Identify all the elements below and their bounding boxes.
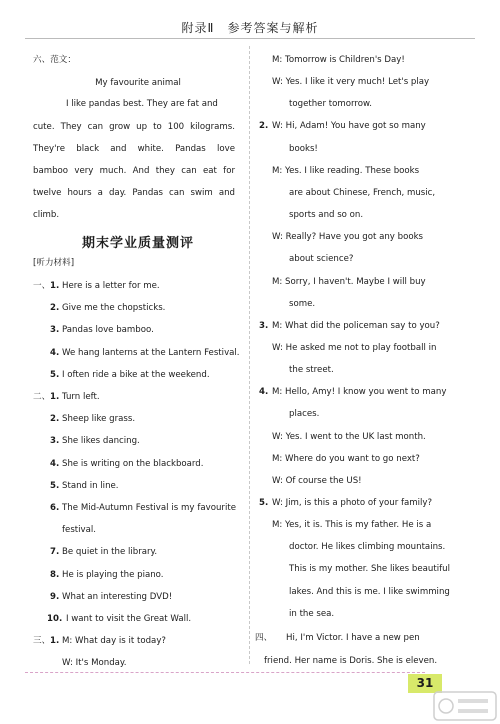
- dialogue-line: W: Jim, is this a photo of your family?: [272, 498, 433, 508]
- listening-sentence: M: What day is it today?: [62, 636, 166, 647]
- dialogue-line: together tomorrow.: [289, 99, 372, 110]
- item-number: 7.: [50, 547, 60, 558]
- dialogue-line: M: Yes. I like reading. These books: [272, 165, 420, 176]
- item-number: 6.: [50, 503, 60, 513]
- item-number: 1.: [50, 636, 60, 647]
- essay-line: twelve hours a day. Pandas can swim and: [33, 188, 235, 198]
- item-number: 5.: [50, 369, 60, 380]
- item-number: 9.: [50, 591, 60, 602]
- item-number: 3.: [259, 320, 269, 331]
- header-rule: [25, 38, 475, 39]
- listening-sentence: She is writing on the blackboard.: [62, 458, 204, 469]
- listening-sentence: Pandas love bamboo.: [62, 325, 154, 336]
- essay-line: bamboo very much. And they can eat for: [33, 166, 235, 176]
- section-prefix: 三、: [33, 636, 51, 647]
- essay-title: My favourite animal: [95, 78, 181, 88]
- dialogue-line: in the sea.: [289, 608, 335, 619]
- dialogue-line: This is my mother. She likes beautiful: [289, 564, 450, 575]
- dialogue-line: W: Hi, Adam! You have got so many: [272, 121, 426, 132]
- listening-sentence: He is playing the piano.: [62, 569, 164, 580]
- listening-sentence: Sheep like grass.: [62, 414, 136, 425]
- dialogue-line: M: Where do you want to go next?: [272, 453, 420, 464]
- item-number: 4.: [50, 347, 60, 358]
- dialogue-line: about science?: [289, 254, 354, 265]
- item-number: 3.: [50, 436, 60, 447]
- section-four-label: 四、: [255, 633, 273, 643]
- section-four-line: friend. Her name is Doris. She is eleven.: [264, 656, 438, 666]
- dialogue-line: W: Of course the US!: [272, 475, 362, 486]
- dialogue-line: sports and so on.: [289, 210, 364, 221]
- watermark-logo: [432, 690, 498, 722]
- listening-sentence: I want to visit the Great Wall.: [66, 614, 192, 624]
- section-prefix: 二、: [33, 392, 51, 402]
- listening-sentence: Stand in line.: [62, 480, 119, 491]
- item-number: 2.: [259, 121, 269, 132]
- dialogue-line: the street.: [289, 365, 334, 376]
- item-number: 5.: [259, 498, 269, 508]
- running-header: 附录Ⅱ 参考答案与解析: [181, 21, 319, 35]
- dialogue-line: M: Sorry, I haven't. Maybe I will buy: [272, 276, 426, 287]
- item-number: 2.: [50, 414, 60, 425]
- section-title: 期末学业质量测评: [81, 236, 194, 251]
- item-number: 4.: [259, 387, 269, 398]
- dialogue-line: places.: [289, 409, 320, 420]
- item-number: 5.: [50, 480, 60, 491]
- listening-sentence: Give me the chopsticks.: [62, 303, 166, 314]
- item-number: 2.: [50, 303, 60, 314]
- listening-sentence: The Mid-Autumn Festival is my favourite: [62, 503, 236, 513]
- footer-rule: [25, 672, 425, 673]
- listening-sentence: festival.: [62, 525, 97, 536]
- dialogue-line: M: What did the policeman say to you?: [272, 320, 440, 331]
- item-number: 8.: [50, 569, 60, 580]
- listening-sentence: I often ride a bike at the weekend.: [62, 369, 210, 380]
- item-number: 1.: [50, 392, 60, 402]
- listening-sentence: Be quiet in the library.: [62, 547, 158, 558]
- section-four-line: Hi, I'm Victor. I have a new pen: [286, 633, 420, 643]
- essay-heading: 六、范文：: [33, 55, 76, 65]
- dialogue-line: doctor. He likes climbing mountains.: [289, 542, 446, 553]
- listening-sentence: She likes dancing.: [62, 436, 140, 447]
- column-divider: [249, 46, 250, 664]
- item-number: 3.: [50, 325, 60, 336]
- listening-sentence: Here is a letter for me.: [62, 281, 160, 291]
- essay-line: cute. They can grow up to 100 kilograms.: [33, 122, 235, 132]
- item-number: 4.: [50, 458, 60, 469]
- item-number: 1.: [50, 281, 60, 291]
- dialogue-line: M: Tomorrow is Children's Day!: [272, 55, 405, 65]
- dialogue-line: books!: [289, 143, 318, 154]
- dialogue-line: lakes. And this is me. I like swimming: [289, 586, 450, 597]
- listening-sentence: W: It's Monday.: [62, 658, 127, 669]
- listening-label: [听力材料]: [33, 258, 75, 268]
- dialogue-line: M: Hello, Amy! I know you went to many: [272, 387, 447, 398]
- essay-line: I like pandas best. They are fat and: [66, 99, 218, 109]
- section-prefix: 一、: [33, 281, 51, 291]
- listening-sentence: Turn left.: [62, 392, 100, 402]
- page-number: 31: [408, 674, 442, 693]
- dialogue-line: W: He asked me not to play football in: [272, 342, 437, 353]
- dialogue-line: W: Really? Have you got any books: [272, 232, 424, 243]
- dialogue-line: some.: [289, 298, 316, 309]
- essay-line: They're black and white. Pandas love: [33, 144, 235, 154]
- essay-line: climb.: [33, 210, 60, 220]
- dialogue-line: are about Chinese, French, music,: [289, 187, 436, 198]
- dialogue-line: M: Yes, it is. This is my father. He is a: [272, 520, 432, 531]
- dialogue-line: W: Yes. I like it very much! Let's play: [272, 77, 430, 88]
- listening-sentence: We hang lanterns at the Lantern Festival.: [62, 347, 240, 358]
- item-number: 10.: [47, 614, 63, 624]
- listening-sentence: What an interesting DVD!: [62, 591, 173, 602]
- dialogue-line: W: Yes. I went to the UK last month.: [272, 431, 426, 442]
